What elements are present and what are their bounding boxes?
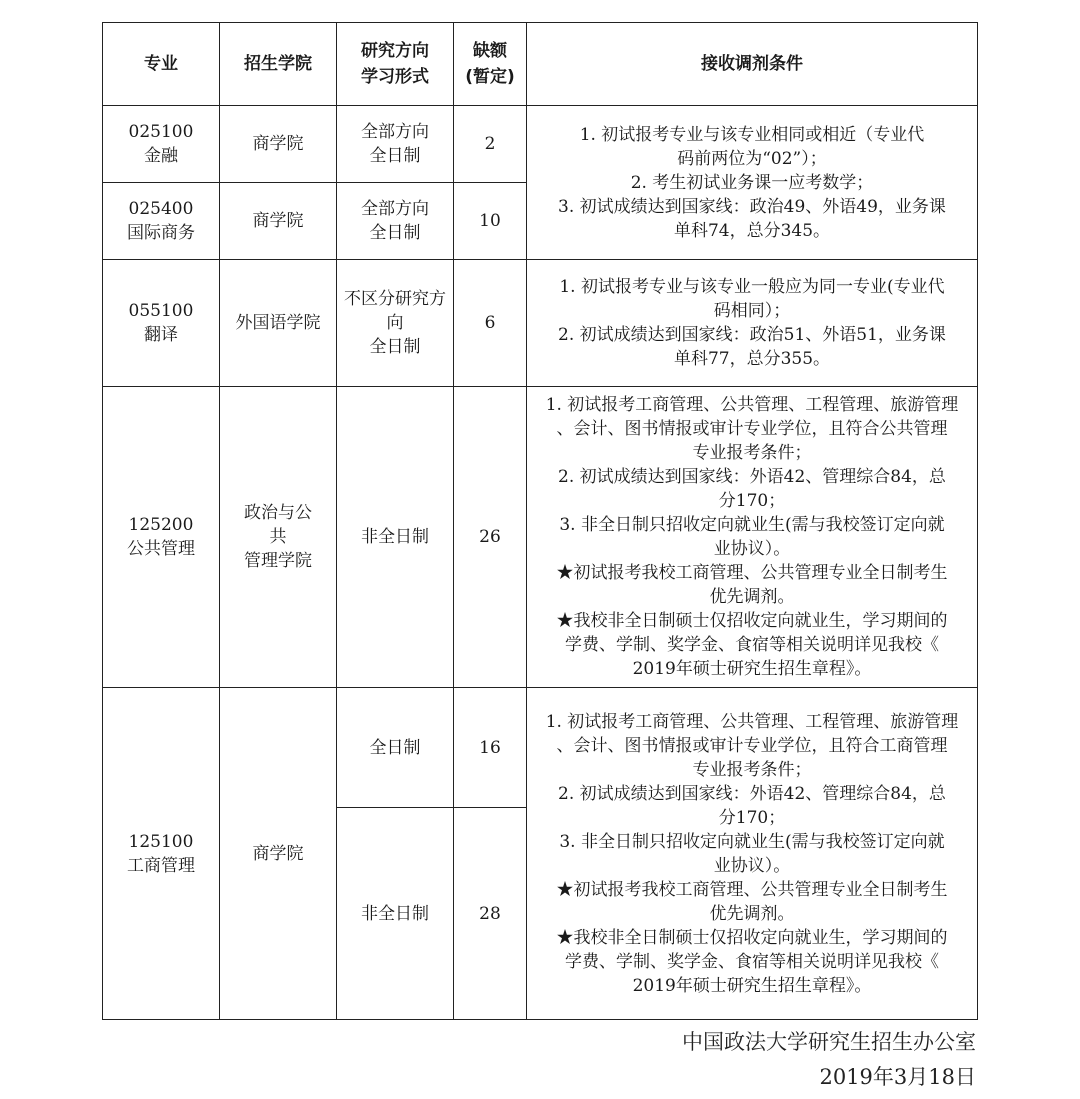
major-name: 国际商务 [127, 223, 195, 243]
condition-line: 2. 初试成绩达到国家线：外语42、管理综合84，总 [558, 467, 946, 487]
quota-cell: 2 [454, 106, 527, 183]
major-code: 025100 [128, 122, 194, 142]
quota-cell: 10 [454, 183, 527, 260]
major-name: 公共管理 [127, 539, 195, 559]
major-code: 125200 [128, 515, 194, 535]
condition-line: 优先调剂。 [709, 587, 795, 607]
school-cell [220, 387, 337, 688]
major-name: 翻译 [144, 325, 178, 345]
major-code: 055100 [128, 301, 194, 321]
major-cell [103, 183, 220, 260]
direction-cell [337, 106, 454, 183]
header-school: 招生学院 [220, 23, 337, 106]
condition-line: 业协议）。 [713, 539, 791, 559]
header-direction-line1: 研究方向 [361, 41, 429, 61]
major-name: 工商管理 [127, 855, 195, 876]
major-code: 025400 [128, 199, 194, 219]
footer-date: 2019年3月18日 [819, 1065, 976, 1089]
condition-line: ★初试报考我校工商管理、公共管理专业全日制考生 [556, 879, 948, 900]
condition-line: ★初试报考我校工商管理、公共管理专业全日制考生 [556, 563, 948, 583]
condition-line: 2019年硕士研究生招生章程》。 [632, 975, 872, 996]
school-text-line3: 管理学院 [244, 551, 312, 571]
direction-text-line2: 向 [386, 313, 404, 333]
major-cell [103, 260, 220, 387]
condition-line: 学费、学制、奖学金、食宿等相关说明详见我校《 [565, 951, 939, 972]
table-row-business-admin-fulltime [103, 688, 978, 808]
condition-line: 码相同）； [713, 301, 791, 321]
direction-cell [337, 183, 454, 260]
major-cell [103, 387, 220, 688]
condition-line: 业协议）。 [713, 855, 791, 876]
mode-text: 全日制 [369, 337, 421, 357]
condition-line: 1. 初试报考工商管理、公共管理、工程管理、旅游管理 [545, 711, 959, 732]
major-name: 金融 [144, 146, 178, 166]
condition-line: 2. 考生初试业务课一应考数学； [630, 172, 874, 193]
major-code: 125100 [128, 831, 194, 852]
direction-cell [337, 260, 454, 387]
direction-cell: 非全日制 [337, 387, 454, 688]
condition-line: 2019年硕士研究生招生章程》。 [632, 659, 872, 679]
major-cell [103, 688, 220, 1020]
header-quota-line1: 缺额 [473, 41, 507, 61]
direction-text: 全部方向 [361, 122, 429, 142]
conditions-cell-public-admin [527, 387, 978, 688]
header-conditions: 接收调剂条件 [527, 23, 978, 106]
header-quota-line2: (暂定) [465, 67, 515, 87]
mode-text: 全日制 [369, 146, 421, 166]
quota-cell: 28 [454, 808, 527, 1020]
direction-text-line1: 不区分研究方 [344, 289, 446, 309]
condition-line: 优先调剂。 [709, 903, 795, 924]
major-cell [103, 106, 220, 183]
table-row-public-admin [103, 387, 978, 688]
condition-line: 、会计、图书情报或审计专业学位，且符合工商管理 [556, 735, 948, 756]
quota-cell: 26 [454, 387, 527, 688]
condition-line: 分170； [718, 491, 786, 511]
table-row-finance [103, 106, 978, 183]
school-cell: 外国语学院 [220, 260, 337, 387]
school-text-line2: 共 [269, 527, 287, 547]
condition-line: ★我校非全日制硕士仅招收定向就业生，学习期间的 [556, 611, 948, 631]
conditions-cell-business-admin [527, 688, 978, 1020]
condition-line: 专业报考条件； [692, 443, 812, 463]
direction-cell: 全日制 [337, 688, 454, 808]
condition-line: 3. 非全日制只招收定向就业生(需与我校签订定向就 [559, 831, 945, 852]
mode-text: 全日制 [369, 223, 421, 243]
condition-line: 、会计、图书情报或审计专业学位，且符合公共管理 [556, 419, 948, 439]
quota-cell: 16 [454, 688, 527, 808]
condition-line: 3. 非全日制只招收定向就业生(需与我校签订定向就 [559, 515, 945, 535]
condition-line: 单科77，总分355。 [673, 349, 831, 369]
table-row-translation [103, 260, 978, 387]
direction-cell: 非全日制 [337, 808, 454, 1020]
school-cell: 商学院 [220, 183, 337, 260]
footer-office: 中国政法大学研究生招生办公室 [682, 1030, 976, 1054]
condition-line: 2. 初试成绩达到国家线：外语42、管理综合84，总 [558, 783, 946, 804]
condition-line: 单科74，总分345。 [673, 220, 831, 241]
header-quota [454, 23, 527, 106]
condition-line: 码前两位为“02”）； [677, 148, 827, 169]
header-direction [337, 23, 454, 106]
condition-line: 2. 初试成绩达到国家线：政治51、外语51，业务课 [558, 325, 946, 345]
conditions-cell-finance-group [527, 106, 978, 260]
header-major: 专业 [103, 23, 220, 106]
school-text-line1: 政治与公 [244, 503, 312, 523]
condition-line: 1. 初试报考工商管理、公共管理、工程管理、旅游管理 [545, 395, 959, 415]
conditions-cell-translation [527, 260, 978, 387]
quota-cell: 6 [454, 260, 527, 387]
condition-line: ★我校非全日制硕士仅招收定向就业生，学习期间的 [556, 927, 948, 948]
school-cell: 商学院 [220, 106, 337, 183]
header-direction-line2: 学习形式 [361, 67, 429, 87]
condition-line: 学费、学制、奖学金、食宿等相关说明详见我校《 [565, 635, 939, 655]
condition-line: 1. 初试报考专业与该专业相同或相近（专业代 [579, 124, 925, 145]
condition-line: 1. 初试报考专业与该专业一般应为同一专业(专业代 [559, 277, 945, 297]
adjustment-table [102, 22, 978, 1020]
condition-line: 3. 初试成绩达到国家线：政治49、外语49，业务课 [558, 196, 946, 217]
direction-text: 全部方向 [361, 199, 429, 219]
condition-line: 分170； [718, 807, 786, 828]
header-row [103, 23, 978, 106]
school-cell: 商学院 [220, 688, 337, 1020]
condition-line: 专业报考条件； [692, 759, 812, 780]
